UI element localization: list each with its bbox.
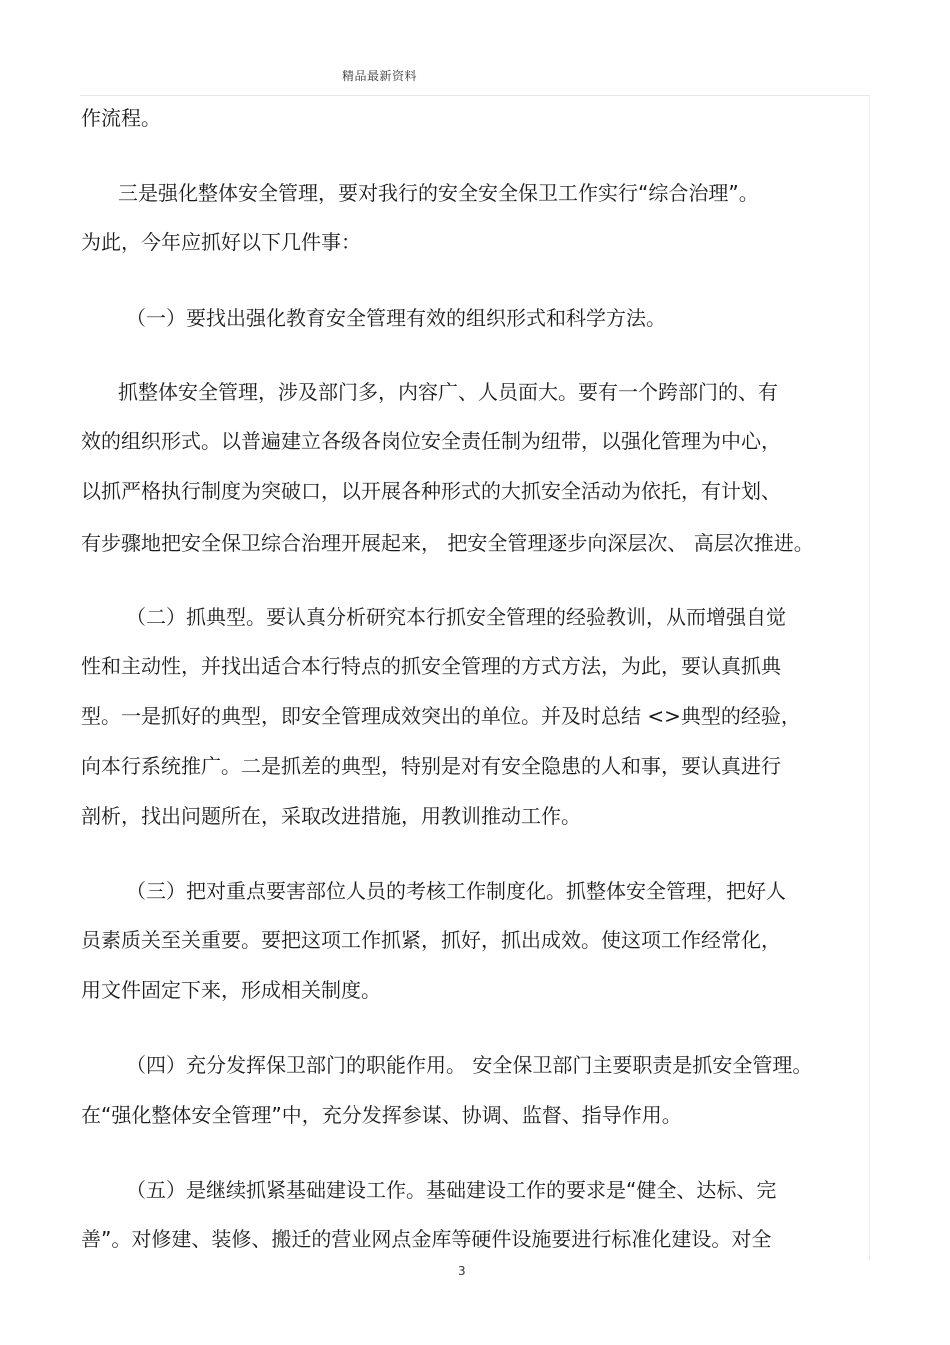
- text-line: 为此，今年应抓好以下几件事：: [81, 230, 361, 254]
- text-line: （一）要找出强化教育安全管理有效的组织形式和科学方法。: [126, 306, 666, 330]
- text-line: 有步骤地把安全保卫综合治理开展起来， 把安全管理逐步向深层次、 高层次推进。: [81, 531, 814, 555]
- text-line: （四）充分发挥保卫部门的职能作用。 安全保卫部门主要职责是抓安全管理。: [126, 1053, 813, 1077]
- text-line: （三）把对重点要害部位人员的考核工作制度化。抓整体安全管理，把好人: [126, 879, 786, 903]
- text-line: 向本行系统推广。二是抓差的典型，特别是对有安全隐患的人和事，要认真进行: [81, 754, 781, 778]
- page-header: 精品最新资料: [342, 69, 418, 83]
- text-line: 以抓严格执行制度为突破口，以开展各种形式的大抓安全活动为依托，有计划、: [81, 479, 781, 503]
- text-line: 员素质关至关重要。要把这项工作抓紧，抓好，抓出成效。使这项工作经常化，: [81, 928, 781, 952]
- text-line: 型。一是抓好的典型，即安全管理成效突出的单位。并及时总结 <>典型的经验，: [81, 704, 801, 728]
- text-line: 剖析，找出问题所在，采取改进措施，用教训推动工作。: [81, 804, 581, 828]
- text-line: 性和主动性，并找出适合本行特点的抓安全管理的方式方法，为此，要认真抓典: [81, 654, 781, 678]
- text-line: 抓整体安全管理，涉及部门多，内容广、人员面大。要有一个跨部门的、有: [118, 380, 778, 404]
- text-line: 作流程。: [81, 106, 161, 130]
- text-line: （二）抓典型。要认真分析研究本行抓安全管理的经验教训，从而增强自觉: [126, 605, 786, 629]
- header-divider: [80, 95, 870, 96]
- page-number: 3: [458, 1264, 466, 1278]
- text-line: 三是强化整体安全管理，要对我行的安全安全保卫工作实行“综合治理”。: [118, 181, 759, 205]
- text-line: 效的组织形式。以普遍建立各级各岗位安全责任制为纽带，以强化管理为中心，: [81, 429, 781, 453]
- text-line: 在“强化整体安全管理”中，充分发挥参谋、协调、监督、指导作用。: [81, 1103, 682, 1127]
- text-line: 善”。对修建、装修、搬迁的营业网点金库等硬件设施要进行标准化建设。对全: [81, 1227, 772, 1251]
- page-edge-line: [869, 95, 870, 1260]
- text-line: （五）是继续抓紧基础建设工作。基础建设工作的要求是“健全、达标、完: [126, 1178, 777, 1202]
- text-line: 用文件固定下来，形成相关制度。: [81, 978, 381, 1002]
